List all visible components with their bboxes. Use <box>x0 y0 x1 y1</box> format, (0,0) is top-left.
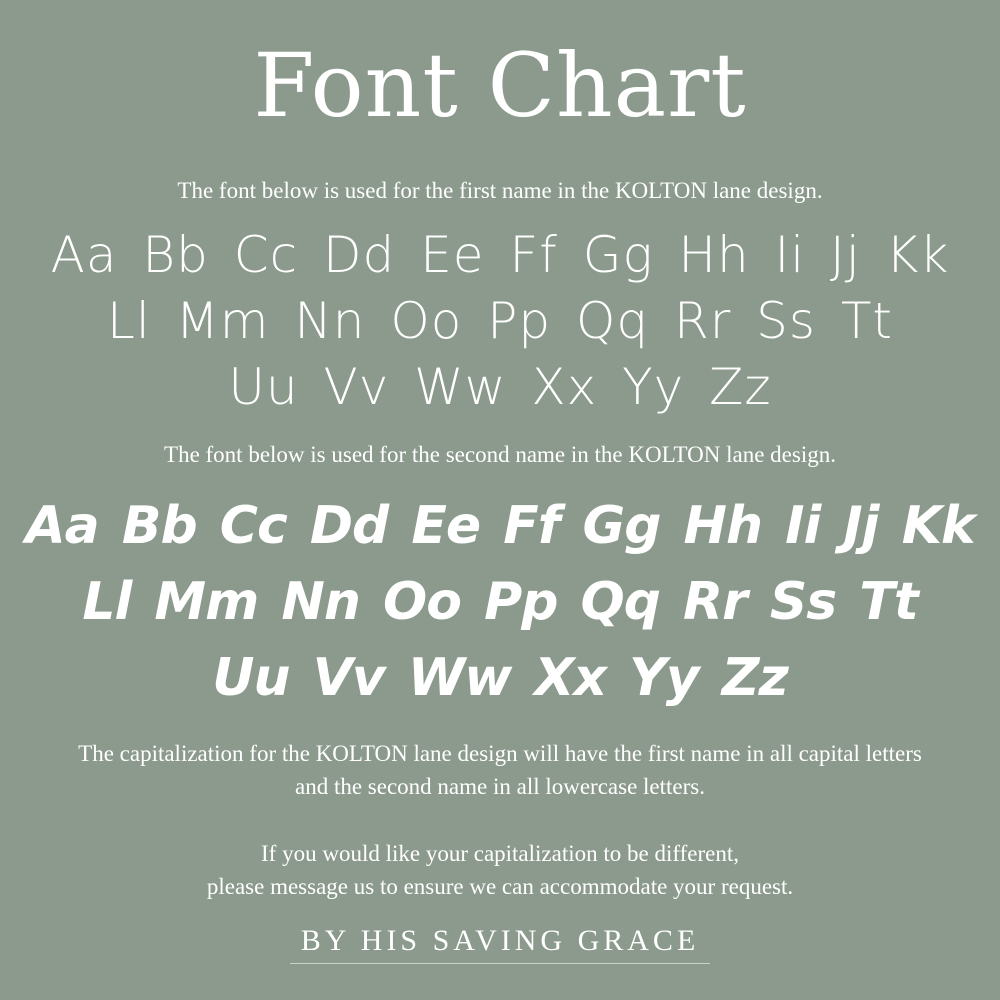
second-font-caption: The font below is used for the second name in the KOLTON lane design. <box>164 442 836 467</box>
second-font-row-2: Ll Mm Nn Oo Pp Qq Rr Ss Tt <box>82 572 918 632</box>
capitalization-line-1: The capitalization for the KOLTON lane design will have the first name in all capital letters <box>78 741 922 766</box>
second-font-row-1: Aa Bb Cc Dd Ee Ff Gg Hh Ii Jj Kk <box>25 496 975 556</box>
first-font-alphabet <box>0 222 1000 420</box>
first-font-row-1: Aa Bb Cc Dd Ee Ff Gg Hh Ii Jj Kk <box>50 226 950 284</box>
capitalization-line-2: and the second name in all lowercase letters. <box>294 774 705 799</box>
custom-request-note <box>0 837 1000 903</box>
brand-underline <box>290 963 710 964</box>
request-line-2: please message us to ensure we can accommodate your request. <box>206 874 794 899</box>
capitalization-note <box>0 737 1000 803</box>
first-font-row-2: Ll Mm Nn Oo Pp Qq Rr Ss Tt <box>107 292 893 350</box>
brand-logo-text: BY HIS SAVING GRACE <box>300 924 700 957</box>
second-font-row-3: Uu Vv Ww Xx Yy Zz <box>212 648 788 708</box>
second-font-alphabet <box>0 488 1000 716</box>
page-title: Font Chart <box>253 34 747 137</box>
first-font-row-3: Uu Vv Ww Xx Yy Zz <box>228 358 772 416</box>
first-font-caption: The font below is used for the first name in the KOLTON lane design. <box>177 178 823 203</box>
request-line-1: If you would like your capitalization to be different, <box>261 841 739 866</box>
